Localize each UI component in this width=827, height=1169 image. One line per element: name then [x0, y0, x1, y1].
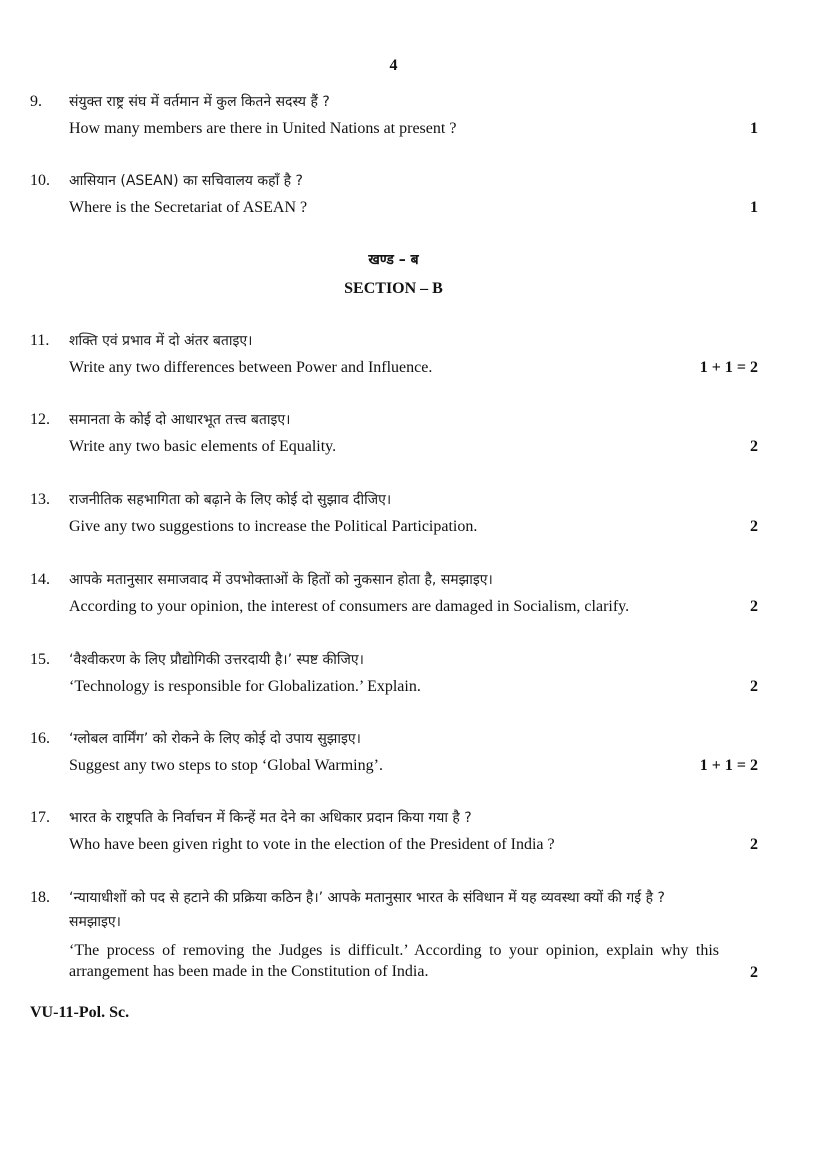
question-hindi: भारत के राष्ट्रपति के निर्वाचन में किन्हें मत देने का अधिकार प्रदान किया गया है ? [69, 810, 472, 826]
question-hindi: आसियान (ASEAN) का सचिवालय कहाँ है ? [69, 173, 303, 189]
question-marks: 2 [750, 678, 758, 695]
question-marks: 2 [750, 964, 758, 981]
question-17 [30, 806, 758, 855]
question-english: Where is the Secretariat of ASEAN ? [69, 199, 308, 216]
question-english: Write any two differences between Power and Influence. [69, 359, 433, 376]
question-marks: 2 [750, 836, 758, 853]
question-english: ‘Technology is responsible for Globalization.’ Explain. [69, 678, 421, 695]
question-english: How many members are there in United Nations at present ? [69, 120, 457, 137]
page-number: 4 [389, 57, 398, 74]
question-number: 14. [30, 571, 50, 588]
question-hindi: शक्ति एवं प्रभाव में दो अंतर बताइए। [69, 333, 253, 349]
question-english: Give any two suggestions to increase the Political Participation. [69, 518, 478, 535]
question-english-row [69, 940, 719, 982]
question-15 [30, 648, 758, 697]
question-number: 13. [30, 491, 50, 508]
question-10 [30, 169, 758, 218]
question-hindi: समानता के कोई दो आधारभूत तत्त्व बताइए। [69, 412, 291, 428]
paper-code-footer: VU-11-Pol. Sc. [30, 1004, 130, 1021]
question-12 [30, 408, 758, 457]
section-title-hindi: खण्ड – ब [368, 252, 419, 268]
question-english-row [69, 357, 758, 378]
question-english: According to your opinion, the interest of consumers are damaged in Socialism, clarify. [69, 598, 630, 615]
question-english-row [69, 596, 758, 617]
question-english-row [69, 755, 758, 776]
question-english: ‘The process of removing the Judges is difficult.’ According to your opinion, explain why this arrangement has been made in the Constitution of India. [69, 942, 719, 980]
question-marks: 1 + 1 = 2 [699, 359, 758, 376]
question-marks: 2 [750, 518, 758, 535]
question-marks: 1 [750, 199, 758, 216]
question-number: 17. [30, 809, 50, 826]
question-18 [30, 886, 758, 982]
question-english-row [69, 436, 758, 457]
section-title-english: SECTION – B [344, 280, 443, 297]
question-number: 10. [30, 172, 50, 189]
question-marks: 2 [750, 598, 758, 615]
question-hindi: संयुक्त राष्ट्र संघ में वर्तमान में कुल कितने सदस्य हैं ? [69, 94, 330, 110]
question-english: Suggest any two steps to stop ‘Global Warming’. [69, 757, 383, 774]
question-hindi: ‘ग्लोबल वार्मिंग’ को रोकने के लिए कोई दो उपाय सुझाइए। [69, 731, 361, 747]
question-number: 12. [30, 411, 50, 428]
question-english: Write any two basic elements of Equality. [69, 438, 337, 455]
question-english-row [69, 197, 758, 218]
question-hindi: ‘वैश्वीकरण के लिए प्रौद्योगिकी उत्तरदायी है।’ स्पष्ट कीजिए। [69, 652, 364, 668]
question-14 [30, 568, 758, 617]
question-number: 16. [30, 730, 50, 747]
question-marks: 2 [750, 438, 758, 455]
question-hindi: राजनीतिक सहभागिता को बढ़ाने के लिए कोई दो सुझाव दीजिए। [69, 492, 392, 508]
question-number: 9. [30, 93, 42, 110]
question-english-row [69, 516, 758, 537]
question-13 [30, 488, 758, 537]
question-hindi: ‘न्यायाधीशों को पद से हटाने की प्रक्रिया कठिन है।’ आपके मतानुसार भारत के संविधान में यह व्यवस्था क्यों की गई है ? समझाइए। [69, 890, 665, 930]
question-number: 11. [30, 332, 50, 349]
question-number: 15. [30, 651, 50, 668]
question-marks: 1 [750, 120, 758, 137]
question-hindi: आपके मतानुसार समाजवाद में उपभोक्ताओं के हितों को नुकसान होता है, समझाइए। [69, 572, 493, 588]
question-9 [30, 90, 758, 139]
question-marks: 1 + 1 = 2 [699, 757, 758, 774]
question-english-row [69, 834, 758, 855]
question-english: Who have been given right to vote in the election of the President of India ? [69, 836, 555, 853]
question-number: 18. [30, 889, 50, 906]
question-16 [30, 727, 758, 776]
question-11 [30, 329, 758, 378]
question-english-row [69, 676, 758, 697]
question-english-row [69, 118, 758, 139]
